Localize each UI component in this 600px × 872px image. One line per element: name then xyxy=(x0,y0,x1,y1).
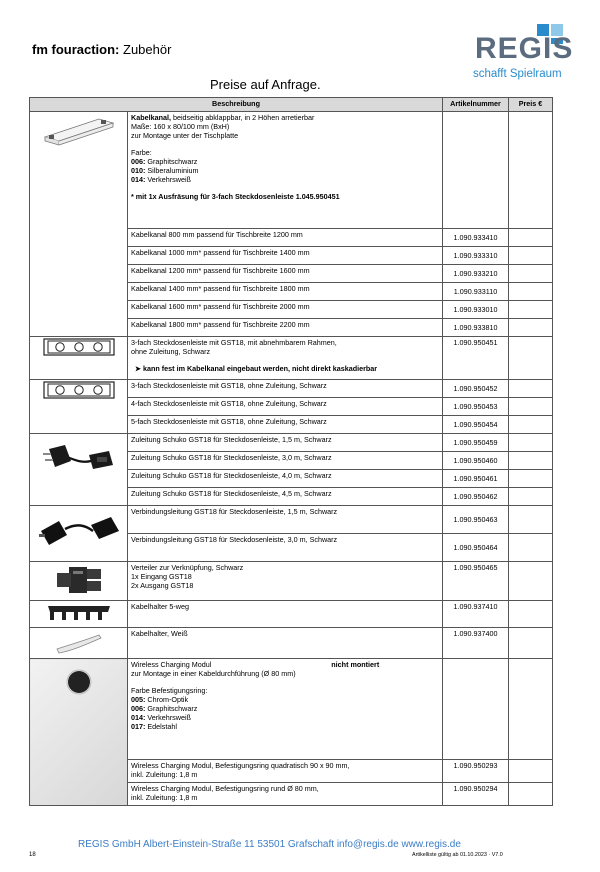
table-row: Kabelkanal 800 mm passend für Tischbreite 1200 mm 1.090.933410 xyxy=(30,229,553,247)
cable-holder-5-image xyxy=(30,601,128,628)
wireless-name: Wireless Charging Modul xyxy=(131,660,212,669)
table-row: Wireless Charging Modul, Befestigungsring rund Ø 80 mm, inkl. Zuleitung: 1,8 m 1.090.950294 xyxy=(30,783,553,806)
power-strip-icon xyxy=(43,381,115,399)
power-strip-image xyxy=(30,380,128,434)
regis-logo xyxy=(475,22,575,90)
price-note: Preise auf Anfrage. xyxy=(210,77,321,92)
title-text: Zubehör xyxy=(123,42,172,57)
wireless-charger-icon xyxy=(59,660,99,700)
cable-holder-white-icon xyxy=(49,629,109,655)
table-row: 5-fach Steckdosenleiste mit GST18, ohne Zuleitung, Schwarz 1.090.950454 xyxy=(30,416,553,434)
table-row: Kabelkanal 1800 mm* passend für Tischbreite 2200 mm 1.090.933810 xyxy=(30,319,553,337)
table-row: Verbindungsleitung GST18 für Steckdosenleiste, 1,5 m, Schwarz 1.090.950463 xyxy=(30,506,553,534)
cable-duct-icon xyxy=(39,113,119,147)
table-row: Verbindungsleitung GST18 für Steckdosenleiste, 3,0 m, Schwarz 1.090.950464 xyxy=(30,534,553,562)
connector-cable-icon xyxy=(37,507,121,553)
footer-contact: REGIS GmbH Albert-Einstein-Straße 11 53501 Grafschaft info@regis.de www.regis.de xyxy=(78,839,461,850)
table-row: 3-fach Steckdosenleiste mit GST18, mit abnehmbarem Rahmen, ohne Zuleitung, Schwarz ➤ kann fest im Kabelkanal eingebaut werden, nicht direkt kaskadierbar 1.090.950451 xyxy=(30,337,553,380)
power-strip-note: kann fest im Kabelkanal eingebaut werden, nicht direkt kaskadierbar xyxy=(143,364,378,373)
power-strip-icon xyxy=(43,338,115,356)
cable-holder-white-image xyxy=(30,628,128,659)
table-row: 4-fach Steckdosenleiste mit GST18, ohne Zuleitung, Schwarz 1.090.950453 xyxy=(30,398,553,416)
table-row: 3-fach Steckdosenleiste mit GST18, ohne Zuleitung, Schwarz 1.090.950452 xyxy=(30,380,553,398)
wireless-charger-image xyxy=(30,659,128,806)
col-header-article: Artikelnummer xyxy=(443,98,509,112)
distributor-icon xyxy=(51,563,107,597)
connection-cable-image xyxy=(30,506,128,562)
col-header-price: Preis € xyxy=(509,98,553,112)
table-row: Kabelkanal 1000 mm* passend für Tischbreite 1400 mm 1.090.933310 xyxy=(30,247,553,265)
power-strip-frame-image xyxy=(30,337,128,380)
table-row: Kabelkanal 1400 mm* passend für Tischbreite 1800 mm 1.090.933110 xyxy=(30,283,553,301)
duct-name: Kabelkanal, xyxy=(131,113,171,122)
table-row: Zuleitung Schuko GST18 für Steckdosenleiste, 4,5 m, Schwarz 1.090.950462 xyxy=(30,488,553,506)
table-row: Wireless Charging Modul, Befestigungsring quadratisch 90 x 90 mm, inkl. Zuleitung: 1,8 m 1.090.950293 xyxy=(30,760,553,783)
duct-note: * mit 1x Ausfräsung für 3-fach Steckdosenleiste 1.045.950451 xyxy=(131,192,340,201)
logo-word: REGIS xyxy=(475,32,574,65)
table-row: Zuleitung Schuko GST18 für Steckdosenleiste, 4,0 m, Schwarz 1.090.950461 xyxy=(30,470,553,488)
supply-cable-image xyxy=(30,434,128,506)
validity-note: Artikelliste gültig ab 01.10.2023 · V7.0 xyxy=(412,852,503,858)
logo-tagline: schafft Spielraum xyxy=(473,68,562,80)
product-table xyxy=(29,97,553,806)
table-row: Verteiler zur Verknüpfung, Schwarz 1x Eingang GST18 2x Ausgang GST18 1.090.950465 xyxy=(30,562,553,601)
page-number: 18 xyxy=(29,852,36,858)
table-row: Kabelhalter, Weiß 1.090.937400 xyxy=(30,628,553,659)
col-header-description: Beschreibung xyxy=(30,98,443,112)
table-row: Zuleitung Schuko GST18 für Steckdosenleiste, 3,0 m, Schwarz 1.090.950460 xyxy=(30,452,553,470)
cable-duct-image xyxy=(30,112,128,337)
cable-holder-icon xyxy=(44,602,114,624)
page-title xyxy=(32,42,171,57)
table-row: Wireless Charging Modul nicht montiert zur Montage in einer Kabeldurchführung (Ø 80 mm) Farbe Befestigungsring: 005: Chrom-Optik 006: Graphitschwarz 014: Verkehrsweiß 017: Edelstahl xyxy=(30,659,553,760)
wireless-status: nicht montiert xyxy=(331,660,380,669)
plug-cable-icon xyxy=(43,435,115,479)
table-row: Kabelhalter 5-weg 1.090.937410 xyxy=(30,601,553,628)
table-row: Kabelkanal, beidseitig abklappbar, in 2 Höhen arretierbar Maße: 160 x 80/100 mm (BxH) zur Montage unter der Tischplatte Farbe: 006: Graphitschwarz 010: Silberaluminium 014: Verkehrsweiß * mit 1x Ausfräsung für 3-fach Steckdosenleiste 1.045.950451 xyxy=(30,112,553,229)
brand-name: fm fouraction: xyxy=(32,42,120,57)
table-row: Kabelkanal 1200 mm* passend für Tischbreite 1600 mm 1.090.933210 xyxy=(30,265,553,283)
table-row: Kabelkanal 1600 mm* passend für Tischbreite 2000 mm 1.090.933010 xyxy=(30,301,553,319)
table-row: Zuleitung Schuko GST18 für Steckdosenleiste, 1,5 m, Schwarz 1.090.950459 xyxy=(30,434,553,452)
table-header-row xyxy=(30,98,553,112)
distributor-image xyxy=(30,562,128,601)
